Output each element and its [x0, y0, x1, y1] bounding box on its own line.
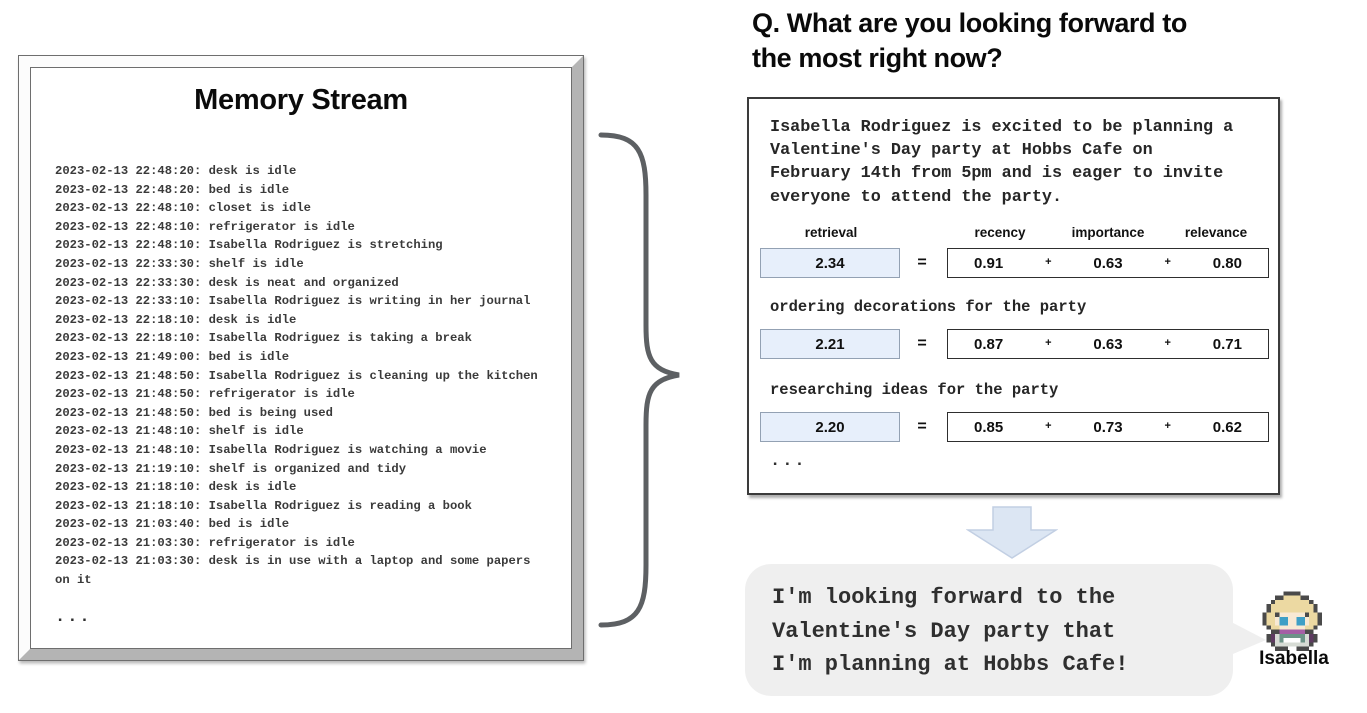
column-header-importance: importance	[1071, 225, 1145, 240]
memory-entry: 2023-02-13 22:48:10: closet is idle	[55, 201, 311, 216]
memory-entry: 2023-02-13 21:03:40: bed is idle	[55, 517, 290, 532]
memory-entry: 2023-02-13 22:48:20: desk is idle	[55, 164, 297, 178]
equals-sign: =	[917, 418, 927, 435]
agent-name-label: Isabella	[1259, 648, 1329, 669]
panel-ellipsis: ...	[770, 452, 807, 471]
importance-value: 0.73	[1093, 418, 1123, 436]
question-heading	[752, 6, 1367, 76]
column-header-relevance: relevance	[1184, 225, 1248, 240]
memory-entry: 2023-02-13 22:33:30: shelf is idle	[55, 256, 304, 271]
memory-entry: 2023-02-13 21:48:10: Isabella Rodriguez is watching a movie	[55, 442, 487, 457]
arrow-down-icon	[966, 506, 1058, 560]
plus-sign: +	[1045, 256, 1052, 268]
recency-value: 0.85	[974, 418, 1004, 436]
memory-entry: 2023-02-13 22:18:10: desk is idle	[55, 312, 297, 327]
memory-entry: 2023-02-13 22:33:10: Isabella Rodriguez is writing in her journal	[55, 294, 531, 309]
plus-sign: +	[1164, 420, 1171, 432]
memory-entry: 2023-02-13 22:48:20: bed is idle	[55, 182, 290, 197]
column-header-retrieval: retrieval	[804, 225, 858, 240]
memory-summary-text: Isabella Rodriguez is excited to be planning a Valentine's Day party at Hobbs Cafe on February 14th from 5pm and is eager to invite everyone to attend the party.	[770, 118, 1234, 207]
retrieval-score-box: 2.21	[760, 329, 900, 359]
relevance-value: 0.80	[1212, 254, 1242, 272]
relevance-value: 0.62	[1212, 418, 1242, 436]
curly-brace-icon	[585, 123, 695, 637]
question-line-1: Q. What are you looking forward to	[752, 8, 1187, 38]
recency-value: 0.87	[974, 335, 1004, 353]
plus-sign: +	[1164, 256, 1171, 268]
score-sum-box	[947, 248, 1269, 278]
memory-list-ellipsis: ...	[55, 608, 92, 627]
recency-value: 0.91	[974, 254, 1004, 272]
answer-text: I'm looking forward to the Valentine's Day party that I'm planning at Hobbs Cafe!	[772, 585, 1129, 677]
memory-row-label: ordering decorations for the party	[770, 298, 1087, 316]
memory-entry: 2023-02-13 22:33:30: desk is neat and organized	[55, 275, 399, 290]
importance-value: 0.63	[1093, 254, 1123, 272]
memory-entry: 2023-02-13 21:49:00: bed is idle	[55, 349, 290, 364]
column-header-recency: recency	[974, 225, 1026, 240]
equals-sign: =	[917, 335, 927, 352]
memory-entry: 2023-02-13 22:48:10: refrigerator is idle	[55, 219, 355, 234]
plus-sign: +	[1164, 337, 1171, 349]
score-sum-box	[947, 329, 1269, 359]
question-line-2: the most right now?	[752, 43, 1003, 73]
relevance-value: 0.71	[1212, 335, 1242, 353]
memory-entry: 2023-02-13 21:48:50: bed is being used	[55, 405, 333, 420]
importance-value: 0.63	[1093, 335, 1123, 353]
memory-row-label: researching ideas for the party	[770, 381, 1059, 399]
isabella-avatar	[1258, 591, 1326, 651]
retrieval-score-box: 2.34	[760, 248, 900, 278]
memory-entry: 2023-02-13 21:03:30: refrigerator is idle	[55, 535, 355, 550]
memory-entry: 2023-02-13 21:18:10: desk is idle	[55, 480, 297, 495]
memory-entry: 2023-02-13 22:18:10: Isabella Rodriguez is taking a break	[55, 331, 472, 346]
memory-stream-title: Memory Stream	[194, 84, 408, 116]
memory-entry: 2023-02-13 21:48:10: shelf is idle	[55, 424, 304, 439]
score-sum-box	[947, 412, 1269, 442]
plus-sign: +	[1045, 420, 1052, 432]
equals-sign: =	[917, 254, 927, 271]
memory-entry: 2023-02-13 21:03:30: desk is in use with a laptop and some papers on it	[55, 554, 531, 588]
memory-entry-list	[55, 162, 541, 590]
memory-entry: 2023-02-13 21:19:10: shelf is organized and tidy	[55, 461, 407, 476]
memory-entry: 2023-02-13 21:48:50: refrigerator is idle	[55, 387, 355, 402]
retrieval-score-box: 2.20	[760, 412, 900, 442]
memory-entry: 2023-02-13 21:48:50: Isabella Rodriguez is cleaning up the kitchen	[55, 368, 538, 383]
plus-sign: +	[1045, 337, 1052, 349]
memory-entry: 2023-02-13 22:48:10: Isabella Rodriguez is stretching	[55, 238, 443, 253]
memory-entry: 2023-02-13 21:18:10: Isabella Rodriguez is reading a book	[55, 498, 472, 513]
